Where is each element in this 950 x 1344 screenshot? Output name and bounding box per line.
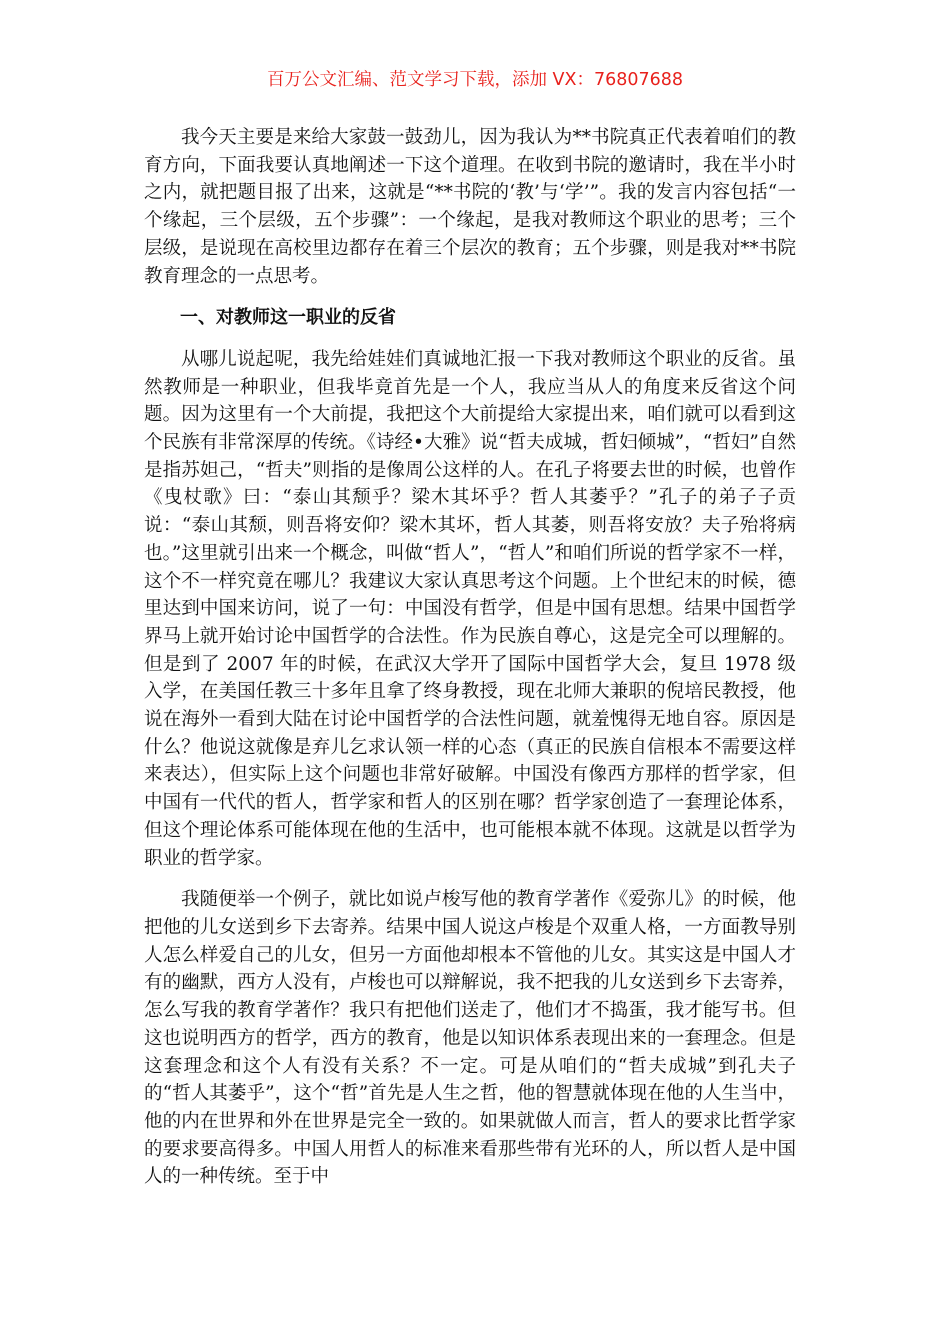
section-heading: 一、对教师这一职业的反省 <box>180 307 396 329</box>
document-body <box>144 124 796 1205</box>
body-paragraph-1: 从哪儿说起呢，我先给娃娃们真诚地汇报一下我对教师这个职业的反省。虽然教师是一种职业，但我毕竟首先是一个人，我应当从人的角度来反省这个问题。因为这里有一个大前提，我把这个大前提给大家提出来，咱们就可以看到这个民族有非常深厚的传统。《诗经•大雅》说“哲夫成城，哲妇倾城”，“哲妇”自然是指苏妲己，“哲夫”则指的是像周公这样的人。在孔子将要去世的时候，也曾作《曳杖歌》曰：“泰山其颓乎？梁木其坏乎？哲人其萎乎？”孔子的弟子子贡说：“泰山其颓，则吾将安仰？梁木其坏，哲人其萎，则吾将安放？夫子殆将病也。”这里就引出来一个概念，叫做“哲人”，“哲人”和咱们所说的哲学家不一样，这个不一样究竟在哪儿？我建议大家认真思考这个问题。上个世纪末的时候，德里达到中国来访问，说了一句：中国没有哲学，但是中国有思想。结果中国哲学界马上就开始讨论中国哲学的合法性。作为民族自尊心，这是完全可以理解的。但是到了 2007 年的时候，在武汉大学开了国际中国哲学大会，复旦 1978 级入学，在美国任教三十多年且拿了终身教授，现在北师大兼职的倪培民教授，他说在海外一看到大陆在讨论中国哲学的合法性问题，就羞愧得无地自容。原因是什么？他说这就像是弃儿乞求认领一样的心态（真正的民族自信根本不需要这样来表达），但实际上这个问题也非常好破解。中国没有像西方那样的哲学家，但中国有一代代的哲人，哲学家和哲人的区别在哪？哲学家创造了一套理论体系，但这个理论体系可能体现在他的生活中，也可能根本就不体现。这就是以哲学为职业的哲学家。 <box>144 348 796 869</box>
intro-paragraph: 我今天主要是来给大家鼓一鼓劲儿，因为我认为**书院真正代表着咱们的教育方向，下面我要认真地阐述一下这个道理。在收到书院的邀请时，我在半小时之内，就把题目报了出来，这就是“**书院的‘教’与‘学’”。我的发言内容包括“一个缘起，三个层级，五个步骤”：一个缘起，是我对教师这个职业的思考；三个层级，是说现在高校里边都存在着三个层次的教育；五个步骤，则是我对**书院教育理念的一点思考。 <box>144 127 796 287</box>
body-paragraph-2: 我随便举一个例子，就比如说卢梭写他的教育学著作《爱弥儿》的时候，他把他的儿女送到乡下去寄养。结果中国人说这卢梭是个双重人格，一方面教导别人怎么样爱自己的儿女，但另一方面他却根本不管他的儿女。其实这是中国人才有的幽默，西方人没有，卢梭也可以辩解说，我不把我的儿女送到乡下去寄养，怎么写我的教育学著作？我只有把他们送走了，他们才不捣蛋，我才能写书。但这也说明西方的哲学，西方的教育，他是以知识体系表现出来的一套理念。但是这套理念和这个人有没有关系？不一定。可是从咱们的“哲夫成城”到孔夫子的“哲人其萎乎”，这个“哲”首先是人生之哲，他的智慧就体现在他的人生当中，他的内在世界和外在世界是完全一致的。如果就做人而言，哲人的要求比哲学家的要求要高得多。中国人用哲人的标准来看那些带有光环的人，所以哲人是中国人的一种传统。至于中 <box>144 889 796 1188</box>
header-banner: 百万公文汇编、范文学习下载，添加 VX：76807688 <box>266 70 684 90</box>
